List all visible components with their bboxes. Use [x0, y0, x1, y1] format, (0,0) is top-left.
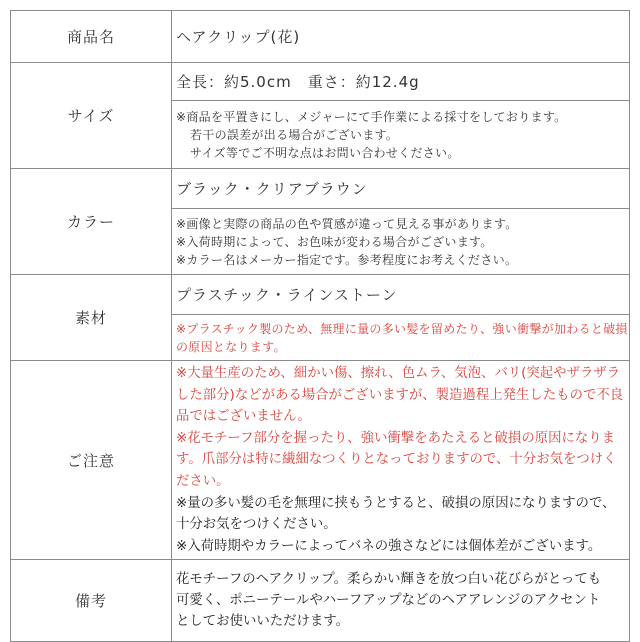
caution-line-3: 品ではございません。 — [176, 409, 311, 425]
row-material-main — [11, 275, 630, 315]
remarks-line-2: 可愛く、ポニーテールやハーフアップなどのヘアアレンジのアクセント — [176, 593, 601, 609]
remarks-line-3: としてお使いいただけます。 — [176, 614, 350, 630]
material-note-2: の原因となります。 — [176, 339, 286, 354]
size-note-1: ※商品を平置きにし、メジャーにて手作業による採寸をしております。 — [176, 109, 567, 124]
label-product-name: 商品名 — [11, 11, 172, 63]
caution-line-8: 十分お気をつけください。 — [176, 517, 337, 533]
value-size: 全長：約5.0cm 重さ：約12.4g — [172, 63, 630, 101]
caution-line-6: ださい。 — [176, 473, 230, 489]
color-note-1: ※画像と実際の商品の色や質感が違って見える事があります。 — [176, 216, 518, 231]
product-spec-table — [10, 10, 630, 642]
caution-line-4: ※花モチーフ部分を握ったり、強い衝撃をあたえると破損の原因になりま — [176, 430, 616, 446]
row-product-name — [11, 11, 630, 63]
size-note-2: 若干の誤差が出る場合がございます。 — [190, 127, 399, 142]
caution-line-5: す。爪部分は特に繊細なつくりとなっておりますので、十分お気をつけく — [176, 452, 617, 468]
size-notes — [172, 101, 630, 169]
caution-line-1: ※大量生産のため、細かい傷、擦れ、色ムラ、気泡、バリ(突起やザラザラ — [176, 366, 621, 381]
remarks-text — [172, 560, 630, 642]
remarks-line-1: 花モチーフのヘアクリップ。柔らかい輝きを放つ白い花びらがとっても — [176, 572, 602, 588]
caution-text — [172, 361, 630, 560]
label-caution: ご注意 — [11, 361, 172, 560]
label-remarks: 備考 — [11, 560, 172, 642]
color-notes — [172, 209, 630, 275]
label-material: 素材 — [11, 275, 172, 361]
row-caution — [11, 361, 630, 560]
caution-line-2: した部分)などがある場合がございますが、製造過程上発生したもので不良 — [176, 387, 624, 403]
caution-line-7: ※量の多い髪の毛を無理に挟もうとすると、破損の原因になりますので、 — [176, 495, 616, 511]
color-note-2: ※入荷時期によって、お色味が変わる場合がございます。 — [176, 234, 493, 249]
label-size: サイズ — [11, 63, 172, 169]
value-material: プラスチック・ラインストーン — [172, 275, 630, 315]
color-note-3: ※カラー名はメーカー指定です。参考程度にお考えください。 — [176, 252, 518, 267]
row-size-main — [11, 63, 630, 101]
material-note-1: ※プラスチック製のため、無理に量の多い髪を留めたり、強い衝撃が加わると破損 — [176, 321, 628, 336]
value-color: ブラック・クリアブラウン — [172, 169, 630, 209]
row-remarks — [11, 560, 630, 642]
row-color-main — [11, 169, 630, 209]
label-color: カラー — [11, 169, 172, 275]
material-notes — [172, 315, 630, 361]
value-product-name: ヘアクリップ(花) — [172, 11, 630, 63]
size-note-3: サイズ等でご不明な点はお問い合わせください。 — [190, 145, 460, 160]
caution-line-9: ※入荷時期やカラーによってバネの強さなどには個体差がございます。 — [176, 538, 602, 554]
